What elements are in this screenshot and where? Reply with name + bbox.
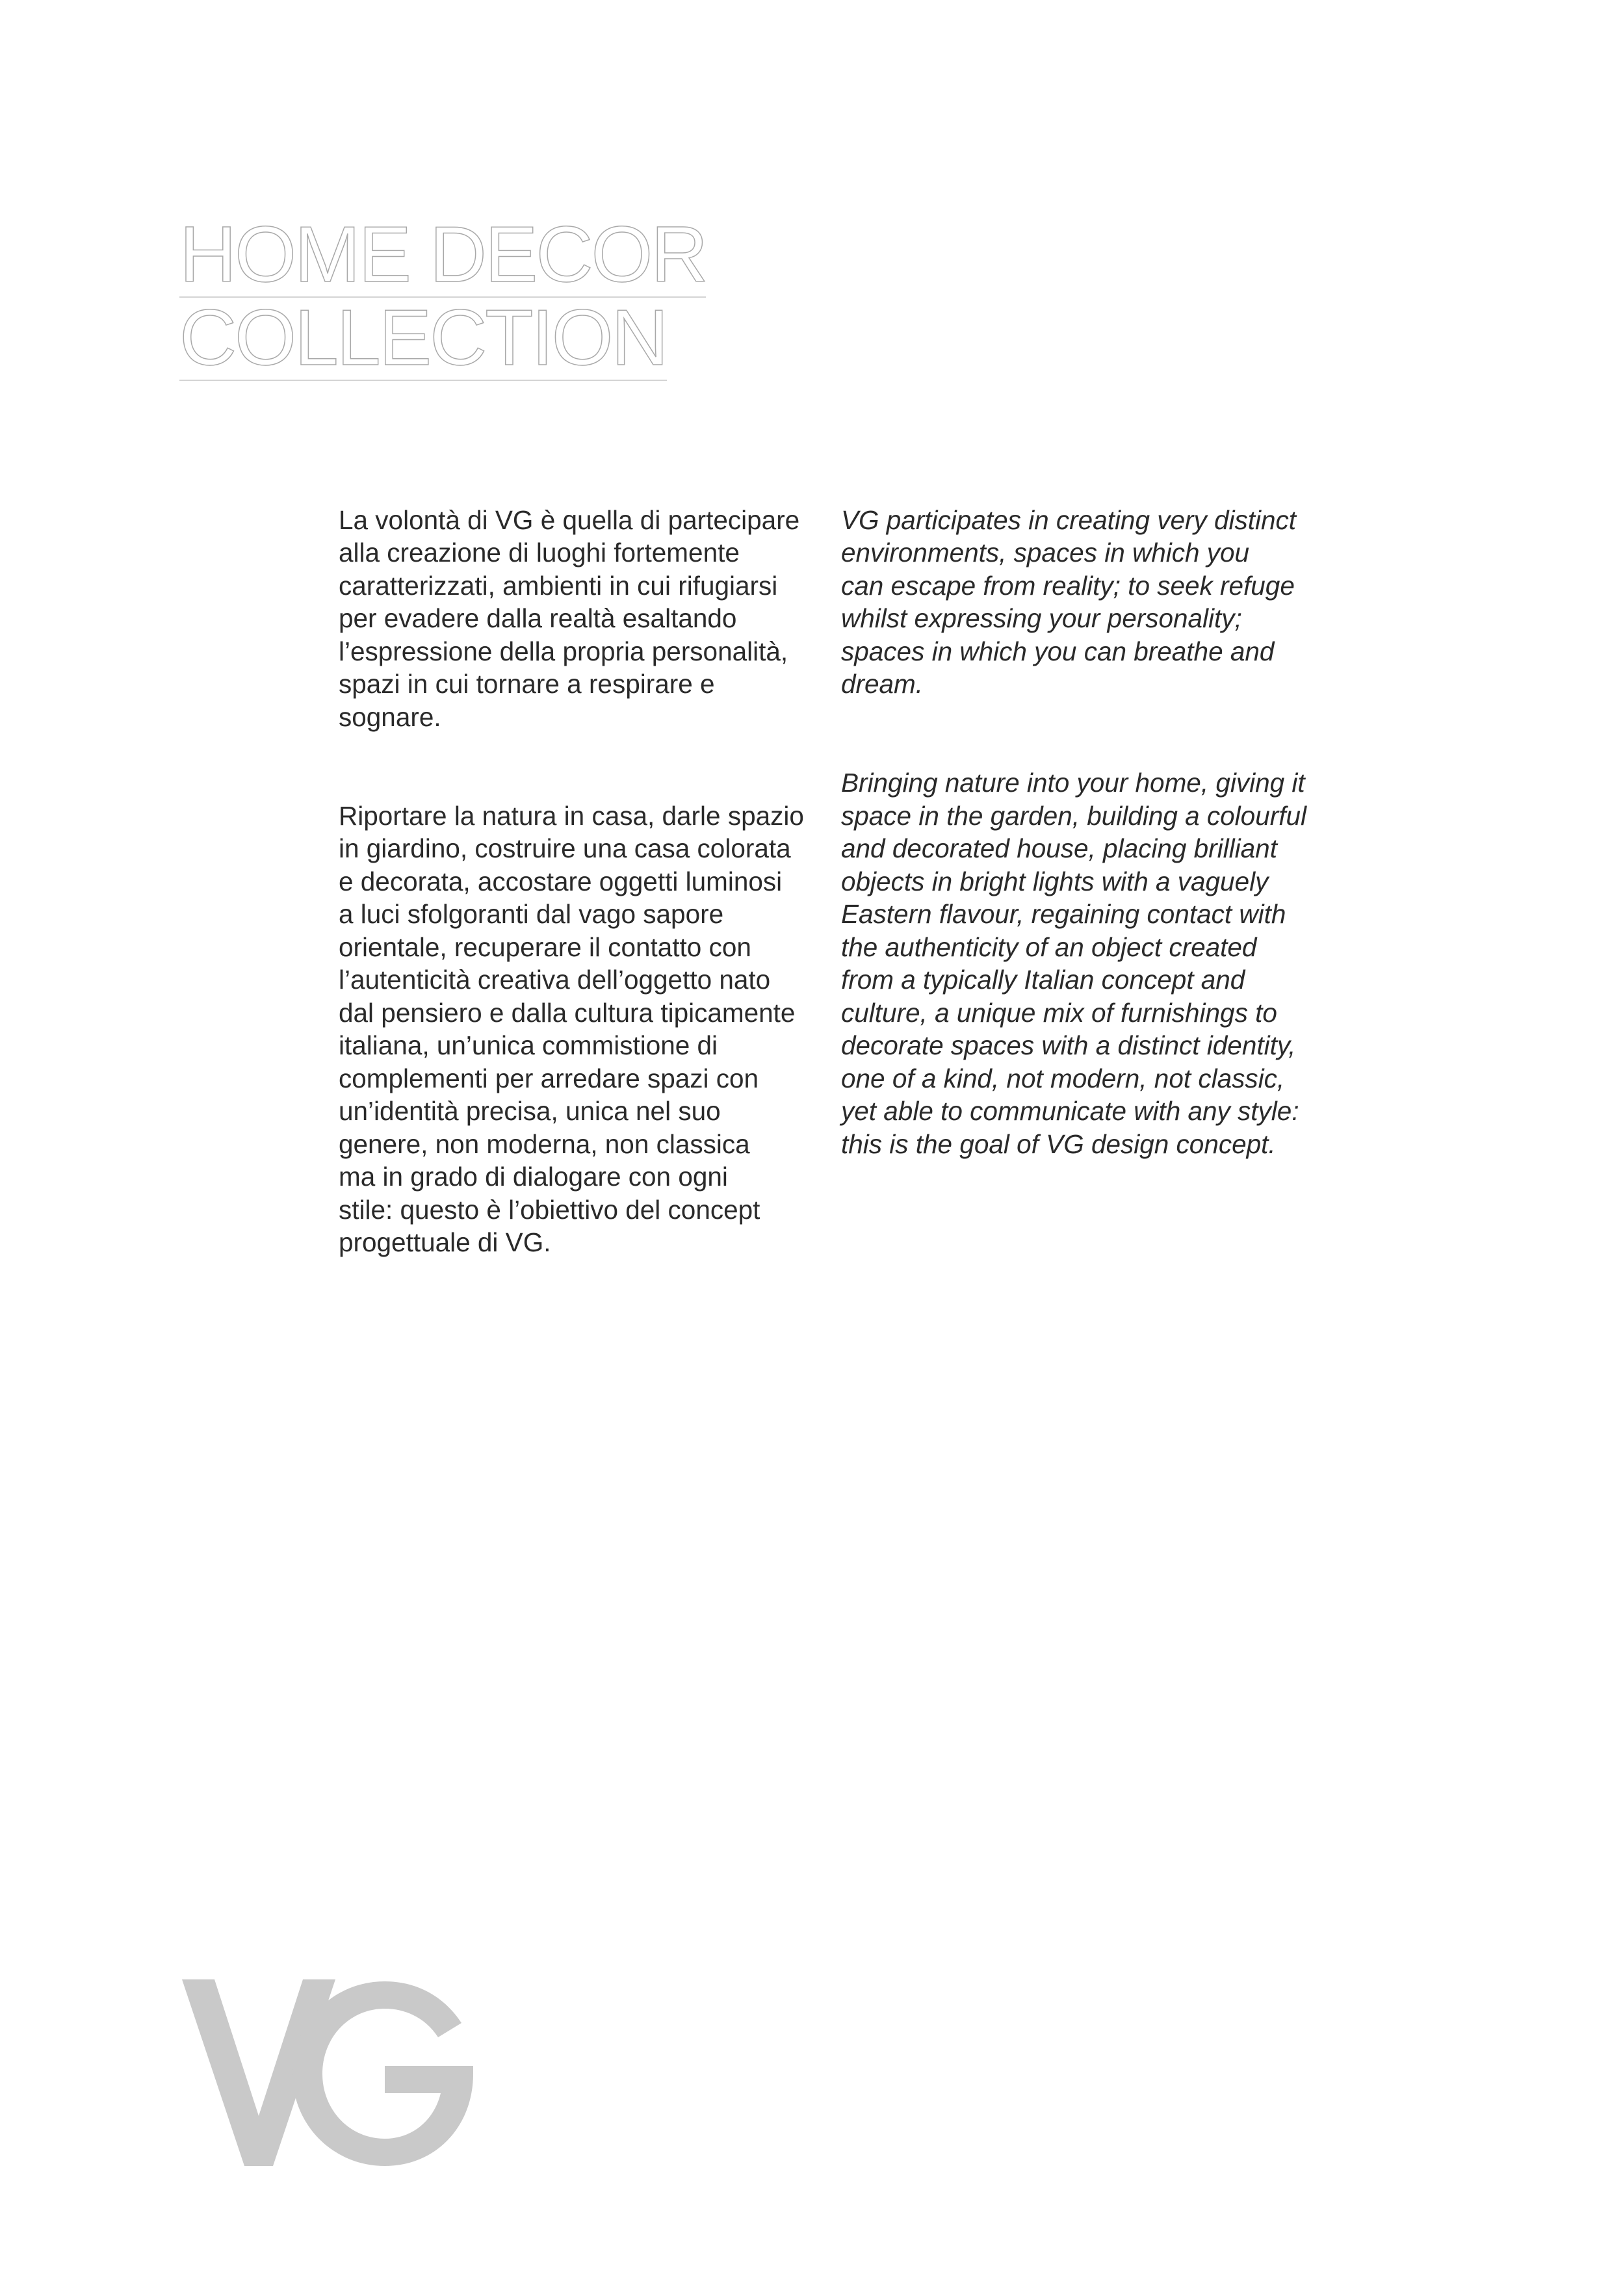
italian-column [339, 471, 820, 1292]
italian-paragraph-1: La volontà di VG è quella di partecipare alla creazione di luoghi fortemente caratterizzati, ambienti in cui rifugiarsi per evadere dalla realtà esaltando l’espressione della propria personalità, spazi in cui tornare a respirare e sognare. [339, 504, 800, 732]
title-line-1: HOME DECOR [179, 210, 707, 298]
vg-logo-g-shape [292, 1981, 473, 2166]
italian-paragraph-2: Riportare la natura in casa, darle spazio in giardino, costruire una casa colorata e decorata, accostare oggetti luminosi a luci sfolgoranti dal vago sapore orientale, recuperare il contatto con l’autenticità creativa dell’oggetto nato dal pensiero e dalla cultura tipicamente italiana, un’unica commistione di complementi per arredare spazi con un’identità precisa, unica nel suo genere, non moderna, non classica ma in grado di dialogare con ogni stile: questo è l’obiettivo del concept progettuale di VG. [339, 800, 804, 1257]
english-paragraph-1: VG participates in creating very distinct environments, spaces in which you can escape from reality; to seek refuge whilst expressing your personality; spaces in which you can breathe and dream. [841, 504, 1297, 699]
title-line-2: COLLECTION [179, 293, 667, 382]
vg-logo [175, 1976, 481, 2171]
english-column [841, 471, 1322, 1194]
page-title [179, 210, 707, 382]
english-paragraph-2: Bringing nature into your home, giving it space in the garden, building a colourful and decorated house, placing brilliant objects in bright lights with a vaguely Eastern flavour, regaining contact with the authenticity of an object created from a typically Italian concept and culture, a unique mix of furnishings to decorate spaces with a distinct identity, one of a kind, not modern, not classic, yet able to communicate with any style: this is the goal of VG design concept. [841, 768, 1306, 1159]
